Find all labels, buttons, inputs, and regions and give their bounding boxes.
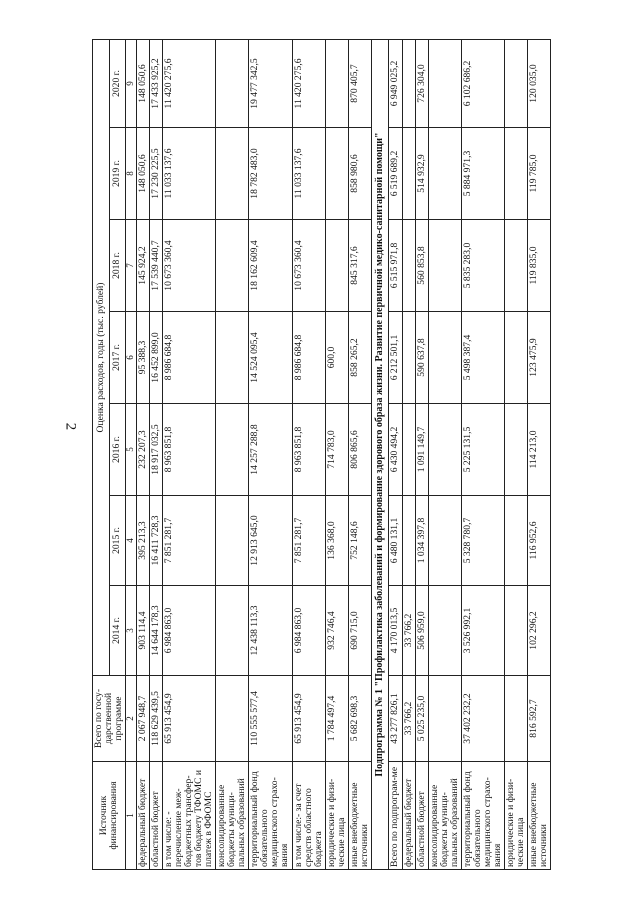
budget-table	[92, 39, 551, 870]
table-cell: 5 498 387,4	[461, 312, 504, 404]
table-cell: 12 438 113,3	[249, 586, 292, 676]
table-cell	[505, 586, 528, 676]
table-cell	[325, 128, 348, 220]
table-row	[402, 39, 415, 869]
table-cell: 110 555 577,4	[249, 676, 292, 762]
table-row	[162, 39, 215, 869]
table-cell	[216, 220, 249, 312]
table-cell: 395 213,3	[136, 496, 149, 586]
table-cell: 19 477 342,5	[249, 39, 292, 127]
table-cell: 10 673 360,4	[292, 220, 325, 312]
table-cell: 148 050,6	[136, 128, 149, 220]
header-year: 2018 г.	[109, 220, 126, 312]
table-cell: 65 913 454,9	[292, 676, 325, 762]
header-total: Всего по госу-дарственной программе	[93, 676, 126, 762]
table-cell: 5 835 283,0	[461, 220, 504, 312]
table-cell: 37 402 232,2	[461, 676, 504, 762]
rotated-table-container	[92, 40, 622, 870]
row-label: в том числе: - перечисление меж-бюджетных трансфер-тов бюджету ТФОМС и платеж в ФФОМС	[162, 762, 215, 870]
header-year: 2017 г.	[109, 312, 126, 404]
table-row	[461, 39, 504, 869]
table-cell: 5 682 698,3	[348, 676, 371, 762]
table-cell: 11 420 275,6	[162, 39, 215, 127]
table-cell: 726 304,0	[415, 39, 428, 127]
table-cell	[428, 128, 461, 220]
column-number: 4	[126, 496, 136, 586]
table-cell: 17 433 925,2	[149, 39, 162, 127]
table-row	[149, 39, 162, 869]
table-cell: 119 785,0	[528, 128, 551, 220]
table-cell: 120 035,0	[528, 39, 551, 127]
row-label: иные внебюджетные источники	[348, 762, 371, 870]
table-cell	[325, 39, 348, 127]
table-cell	[325, 220, 348, 312]
page-number: 2	[62, 422, 79, 431]
table-cell	[428, 220, 461, 312]
table-cell	[428, 39, 461, 127]
table-cell: 17 539 440,7	[149, 220, 162, 312]
table-cell	[428, 676, 461, 762]
table-cell: 18 917 032,5	[149, 404, 162, 496]
header-year: 2015 г.	[109, 496, 126, 586]
table-row	[136, 39, 149, 869]
table-cell: 806 865,6	[348, 404, 371, 496]
table-cell: 6 430 494,2	[389, 404, 402, 496]
table-cell: 1 034 397,8	[415, 496, 428, 586]
row-label: федеральный бюджет	[402, 762, 415, 870]
table-cell	[216, 39, 249, 127]
table-cell	[402, 128, 415, 220]
table-cell: 43 277 826,1	[389, 676, 402, 762]
table-cell: 6 984 863,0	[162, 586, 215, 676]
table-cell: 102 296,2	[528, 586, 551, 676]
table-cell	[428, 496, 461, 586]
row-label: федеральный бюджет	[136, 762, 149, 870]
row-label: юридические и физи-ческие лица	[505, 762, 528, 870]
column-number: 1	[126, 762, 136, 870]
table-row	[325, 39, 348, 869]
table-cell: 8 986 684,8	[162, 312, 215, 404]
table-cell: 714 783,0	[325, 404, 348, 496]
table-cell	[505, 220, 528, 312]
row-label: Всего по подпрограм-ме	[389, 762, 402, 870]
table-cell: 6 102 686,2	[461, 39, 504, 127]
table-cell: 1 091 149,7	[415, 404, 428, 496]
table-cell: 7 851 281,7	[292, 496, 325, 586]
table-cell: 17 230 225,5	[149, 128, 162, 220]
table-cell: 858 980,6	[348, 128, 371, 220]
table-cell: 816 592,7	[528, 676, 551, 762]
table-cell: 116 952,6	[528, 496, 551, 586]
table-cell: 870 405,7	[348, 39, 371, 127]
column-number: 5	[126, 404, 136, 496]
row-label: областной бюджет	[149, 762, 162, 870]
table-cell	[216, 312, 249, 404]
table-cell: 6 212 501,1	[389, 312, 402, 404]
table-cell: 8 963 851,8	[292, 404, 325, 496]
table-cell: 119 835,0	[528, 220, 551, 312]
table-cell: 6 480 131,1	[389, 496, 402, 586]
table-cell: 10 673 360,4	[162, 220, 215, 312]
row-label: иные внебюджетные источники	[528, 762, 551, 870]
table-cell: 6 515 971,8	[389, 220, 402, 312]
table-cell	[216, 676, 249, 762]
table-cell: 136 368,0	[325, 496, 348, 586]
row-label: территориальный фонд обязательного медицинского страхо-вания	[249, 762, 292, 870]
table-cell: 8 963 851,8	[162, 404, 215, 496]
table-cell: 148 050,6	[136, 39, 149, 127]
table-cell: 6 519 689,2	[389, 128, 402, 220]
table-cell: 6 984 863,0	[292, 586, 325, 676]
table-row	[249, 39, 292, 869]
header-year: 2014 г.	[109, 586, 126, 676]
table-cell: 33 766,2	[402, 676, 415, 762]
table-cell	[402, 496, 415, 586]
table-cell: 3 526 992,1	[461, 586, 504, 676]
column-number: 7	[126, 220, 136, 312]
header-year: 2016 г.	[109, 404, 126, 496]
table-row	[505, 39, 528, 869]
table-row	[216, 39, 249, 869]
column-number: 9	[126, 39, 136, 127]
table-cell: 1 784 497,4	[325, 676, 348, 762]
table-cell	[402, 220, 415, 312]
column-number: 8	[126, 128, 136, 220]
table-cell: 33 766,2	[402, 586, 415, 676]
table-cell: 4 170 013,5	[389, 586, 402, 676]
table-cell: 506 959,0	[415, 586, 428, 676]
table-cell	[428, 312, 461, 404]
table-cell: 5 884 971,3	[461, 128, 504, 220]
table-row	[528, 39, 551, 869]
table-row	[415, 39, 428, 869]
table-cell: 16 411 728,3	[149, 496, 162, 586]
subprogram-title: Подпрограмма № 1 "Профилактика заболеваний и формирование здорового образа жизни. Развитие первичной медико-санитарной помощи"	[371, 39, 389, 869]
table-row	[389, 39, 402, 869]
table-cell	[505, 676, 528, 762]
column-number: 2	[126, 676, 136, 762]
table-cell: 560 853,8	[415, 220, 428, 312]
row-label: территориальный фонд обязательного медицинского страхо-вания	[461, 762, 504, 870]
table-row	[428, 39, 461, 869]
table-cell: 95 388,3	[136, 312, 149, 404]
table-cell	[216, 128, 249, 220]
table-cell: 18 162 609,4	[249, 220, 292, 312]
table-cell	[402, 312, 415, 404]
table-cell	[428, 586, 461, 676]
table-cell: 14 644 178,3	[149, 586, 162, 676]
table-cell: 14 257 288,8	[249, 404, 292, 496]
table-cell	[216, 404, 249, 496]
table-cell: 5 225 131,5	[461, 404, 504, 496]
table-cell: 232 207,3	[136, 404, 149, 496]
table-cell: 11 033 137,6	[162, 128, 215, 220]
row-label: консолидированные бюджеты муници-пальных образований	[216, 762, 249, 870]
table-cell	[505, 496, 528, 586]
table-cell: 5 025 235,0	[415, 676, 428, 762]
table-cell: 903 114,4	[136, 586, 149, 676]
row-label: в том числе:- за счет средств областного бюджета	[292, 762, 325, 870]
table-cell: 12 913 645,0	[249, 496, 292, 586]
table-cell: 590 637,8	[415, 312, 428, 404]
row-label: юридические и физи-ческие лица	[325, 762, 348, 870]
table-cell: 16 452 899,0	[149, 312, 162, 404]
table-row	[292, 39, 325, 869]
table-cell: 2 067 948,7	[136, 676, 149, 762]
table-cell: 145 924,2	[136, 220, 149, 312]
table-cell: 690 715,0	[348, 586, 371, 676]
column-number: 3	[126, 586, 136, 676]
table-cell: 514 932,9	[415, 128, 428, 220]
row-label: областной бюджет	[415, 762, 428, 870]
header-year: 2020 г.	[109, 39, 126, 127]
header-source: Источник финансирования	[93, 762, 126, 870]
header-estimate: Оценка расходов, годы (тыс. рублей)	[93, 39, 110, 675]
table-cell	[505, 312, 528, 404]
table-cell: 7 851 281,7	[162, 496, 215, 586]
table-cell	[428, 404, 461, 496]
table-cell	[216, 586, 249, 676]
table-cell: 114 213,0	[528, 404, 551, 496]
table-cell	[402, 404, 415, 496]
table-cell: 600,0	[325, 312, 348, 404]
table-cell	[216, 496, 249, 586]
table-cell: 932 746,4	[325, 586, 348, 676]
table-cell: 858 265,2	[348, 312, 371, 404]
table-cell: 6 949 025,2	[389, 39, 402, 127]
table-cell: 11 420 275,6	[292, 39, 325, 127]
column-number: 6	[126, 312, 136, 404]
table-cell: 752 148,6	[348, 496, 371, 586]
table-cell	[402, 39, 415, 127]
table-cell: 845 317,6	[348, 220, 371, 312]
table-cell: 118 629 439,5	[149, 676, 162, 762]
table-cell: 8 986 684,8	[292, 312, 325, 404]
table-row	[348, 39, 371, 869]
table-cell: 65 913 454,9	[162, 676, 215, 762]
table-cell: 14 524 095,4	[249, 312, 292, 404]
table-cell	[505, 128, 528, 220]
table-cell: 5 328 780,7	[461, 496, 504, 586]
table-cell	[505, 39, 528, 127]
table-cell: 18 782 483,0	[249, 128, 292, 220]
row-label: консолидированные бюджеты муници-пальных образований	[428, 762, 461, 870]
table-cell: 11 033 137,6	[292, 128, 325, 220]
table-cell: 123 475,9	[528, 312, 551, 404]
header-year: 2019 г.	[109, 128, 126, 220]
table-cell	[505, 404, 528, 496]
